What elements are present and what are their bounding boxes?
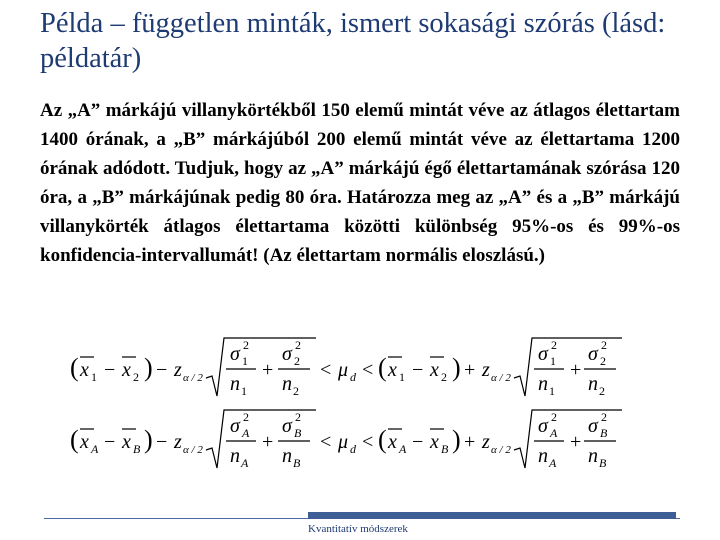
sigma-a-sup: 2: [551, 410, 557, 424]
sigma-1-sub: 1: [242, 354, 248, 368]
confidence-interval-formula-2: [66, 408, 626, 472]
sigma-a-sub: A: [550, 426, 558, 440]
n-a: n: [230, 445, 240, 467]
sigma-a: σ: [230, 415, 240, 437]
sigma-2-sub: 2: [600, 354, 606, 368]
sigma-b-sup: 2: [295, 410, 301, 424]
sigma-a-sub: A: [242, 426, 250, 440]
sigma-b: σ: [282, 415, 292, 437]
minus: −: [156, 359, 168, 381]
less-than: <: [362, 431, 374, 453]
minus: −: [412, 359, 424, 381]
plus: +: [262, 431, 274, 453]
mu-subscript: d: [350, 370, 356, 384]
minus: −: [104, 431, 116, 453]
xb-subscript: B: [441, 442, 449, 456]
less-than: <: [320, 431, 332, 453]
paren-close: ): [144, 353, 153, 382]
footer-course-name: Kvantitatív módszerek: [308, 523, 408, 535]
xb-symbol: x: [122, 431, 131, 453]
sigma-1-sup: 2: [243, 338, 249, 352]
n-2: n: [282, 373, 292, 395]
z-symbol: z: [482, 431, 490, 453]
plus: +: [464, 431, 476, 453]
slide-title: Példa – független minták, ismert sokasági szórás (lásd: példatár): [40, 8, 666, 74]
paren-open: (: [378, 353, 387, 382]
n-2-sub: 2: [293, 384, 299, 398]
x1-symbol: x: [388, 359, 397, 381]
z-subscript: α / 2: [491, 372, 511, 384]
plus: +: [570, 431, 582, 453]
z-symbol: z: [174, 431, 182, 453]
xa-symbol: x: [388, 431, 397, 453]
sigma-a: σ: [538, 415, 548, 437]
sigma-1-sup: 2: [551, 338, 557, 352]
paren-close: ): [144, 425, 153, 454]
n-1-sub: 1: [241, 384, 247, 398]
sigma-b-sub: B: [294, 426, 302, 440]
n-1: n: [538, 373, 548, 395]
n-b: n: [588, 445, 598, 467]
minus: −: [412, 431, 424, 453]
n-b: n: [282, 445, 292, 467]
xb-subscript: B: [133, 442, 141, 456]
confidence-interval-formula-1: [66, 336, 626, 400]
n-a: n: [538, 445, 548, 467]
minus: −: [156, 431, 168, 453]
paren-close: ): [452, 425, 461, 454]
xa-subscript: A: [399, 442, 407, 456]
xa-symbol: x: [80, 431, 89, 453]
footer-accent-bar: [308, 512, 676, 519]
less-than: <: [362, 359, 374, 381]
n-a-sub: A: [549, 456, 557, 470]
sigma-a-sup: 2: [243, 410, 249, 424]
z-subscript: α / 2: [183, 372, 203, 384]
sigma-b-sub: B: [600, 426, 608, 440]
sigma-b-sup: 2: [601, 410, 607, 424]
n-2: n: [588, 373, 598, 395]
n-2-sub: 2: [599, 384, 605, 398]
sigma-2-sup: 2: [601, 338, 607, 352]
paren-close: ): [452, 353, 461, 382]
z-symbol: z: [174, 359, 182, 381]
z-symbol: z: [482, 359, 490, 381]
x2-symbol: x: [430, 359, 439, 381]
mu-subscript: d: [350, 442, 356, 456]
sigma-b: σ: [588, 415, 598, 437]
x2-subscript: 2: [133, 370, 139, 384]
sigma-2: σ: [588, 343, 598, 365]
xa-subscript: A: [91, 442, 99, 456]
x1-subscript: 1: [399, 370, 405, 384]
n-1-sub: 1: [549, 384, 555, 398]
z-subscript: α / 2: [183, 444, 203, 456]
minus: −: [104, 359, 116, 381]
x1-symbol: x: [80, 359, 89, 381]
plus: +: [262, 359, 274, 381]
sigma-2: σ: [282, 343, 292, 365]
x1-subscript: 1: [91, 370, 97, 384]
x2-subscript: 2: [441, 370, 447, 384]
n-b-sub: B: [599, 456, 607, 470]
sigma-1-sub: 1: [550, 354, 556, 368]
sigma-1: σ: [230, 343, 240, 365]
sigma-2-sub: 2: [294, 354, 300, 368]
paren-open: (: [378, 425, 387, 454]
x2-symbol: x: [122, 359, 131, 381]
n-1: n: [230, 373, 240, 395]
problem-text: Az „A” márkájú villanykörtékből 150 elemű mintát véve az átlagos élettartam 1400 órának, a „B” márkájúból 200 elemű mintát véve az élettartama 1200 órának adódott. Tudjuk, hogy az „A” márkájú égő élettartamának szórása 120 óra, a „B” márkájúnak pedig 80 óra. Határozza meg az „A” és a „B” márkájú villanykörték átlagos élettartama közötti különbség 95%-os és 99%-os konfidencia-intervallumát! (Az élettartam normális eloszlású.): [40, 100, 680, 266]
z-subscript: α / 2: [491, 444, 511, 456]
xb-symbol: x: [430, 431, 439, 453]
n-a-sub: A: [241, 456, 249, 470]
paren-open: (: [70, 425, 79, 454]
less-than: <: [320, 359, 332, 381]
sigma-1: σ: [538, 343, 548, 365]
n-b-sub: B: [293, 456, 301, 470]
plus: +: [570, 359, 582, 381]
sigma-2-sup: 2: [295, 338, 301, 352]
plus: +: [464, 359, 476, 381]
mu-symbol: μ: [338, 431, 349, 453]
mu-symbol: μ: [338, 359, 349, 381]
paren-open: (: [70, 353, 79, 382]
